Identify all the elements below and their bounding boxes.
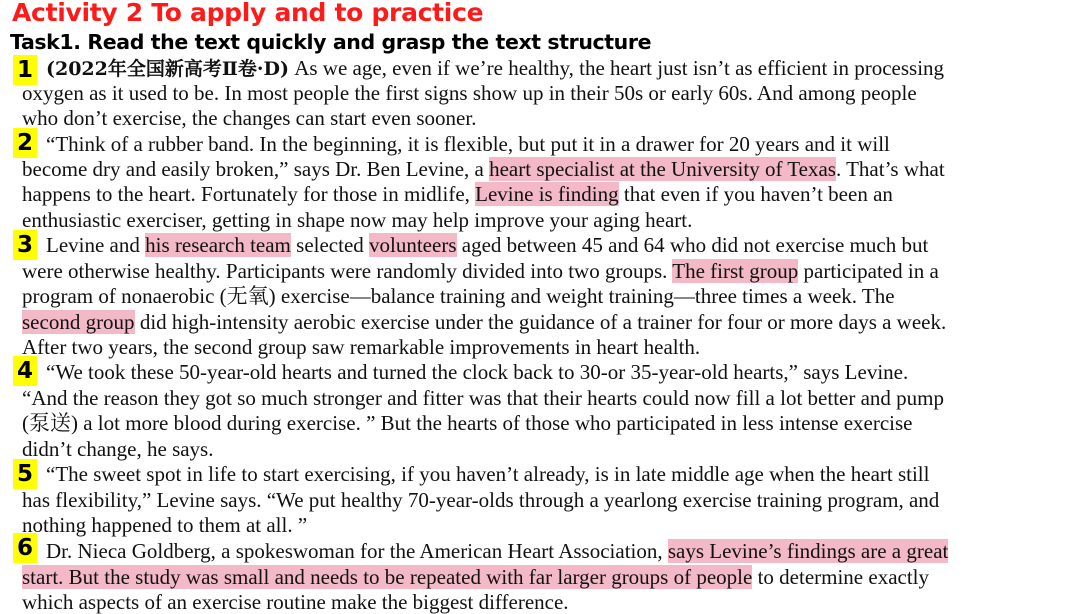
line-text: become dry and easily broken,” says Dr. Ben Levine, a (22, 157, 490, 181)
activity-title: Activity 2 To apply and to practice (12, 0, 484, 27)
highlight: Levine is finding (475, 182, 619, 206)
text-line: “Think of a rubber band. In the beginning, it is flexible, but put it in a drawer for 20 years and it will (46, 132, 890, 156)
highlight: second group (22, 310, 135, 334)
text-line (46, 539, 948, 563)
text-line (22, 259, 939, 283)
text-line: “The sweet spot in life to start exercising, if you haven’t already, is in late middle age when the heart still (46, 462, 930, 486)
text-line (22, 157, 945, 181)
text-line: (泵送) a lot more blood during exercise. ” But the hearts of those who participated in less intense exercise (22, 411, 913, 435)
paragraph-number-2: 2 (13, 128, 37, 158)
highlight: volunteers (369, 233, 457, 257)
text-line: didn’t change, he says. (22, 437, 214, 461)
line-text: Levine and (46, 233, 146, 257)
source-citation: (2022年全国新高考Ⅱ卷·D) (46, 58, 289, 80)
task-heading: Task1. Read the text quickly and grasp the text structure (10, 30, 652, 54)
highlight: The first group (672, 259, 799, 283)
paragraph-number-3: 3 (13, 230, 37, 260)
paragraph-number-6: 6 (13, 533, 37, 563)
text-line (46, 56, 944, 81)
highlight: says Levine’s findings are a great (667, 539, 949, 563)
line-text: did high-intensity aerobic exercise under the guidance of a trainer for four or more days a week. (134, 310, 947, 334)
line-text: . That’s what (835, 157, 945, 181)
highlight: heart specialist at the University of Texas (489, 157, 836, 181)
line-text: participated in a (798, 259, 939, 283)
text-line: has flexibility,” Levine says. “We put healthy 70-year-olds through a yearlong exercise training program, and (22, 488, 940, 512)
paragraph-number-5: 5 (13, 459, 37, 489)
line-text: to determine exactly (752, 565, 930, 589)
text-line: “We took these 50-year-old hearts and turned the clock back to 30-or 35-year-old hearts,” says Levine. (46, 360, 909, 384)
text-line: nothing happened to them at all. ” (22, 513, 308, 537)
text-line (46, 233, 928, 257)
line-text: aged between 45 and 64 who did not exercise much but (456, 233, 929, 257)
line-text: were otherwise healthy. Participants were randomly divided into two groups. (22, 259, 673, 283)
text-line: oxygen as it used to be. In most people the first signs show up in their 50s or early 60s. And among people (22, 81, 917, 105)
paragraph-number-1: 1 (13, 55, 37, 85)
line-text: selected (290, 233, 370, 257)
line-text: that even if you haven’t been an (618, 182, 893, 206)
text-line (22, 182, 893, 206)
text-line: “And the reason they got so much stronger and fitter was that their hearts could now fill a lot better and pump (22, 386, 945, 410)
text-line: which aspects of an exercise routine make the biggest difference. (22, 590, 569, 614)
line-text: Dr. Nieca Goldberg, a spokeswoman for the American Heart Association, (46, 539, 668, 563)
text-line (22, 310, 946, 334)
line-text: happens to the heart. Fortunately for those in midlife, (22, 182, 476, 206)
text-line: program of nonaerobic (无氧) exercise—balance training and weight training—three times a week. The (22, 284, 895, 308)
text-line: After two years, the second group saw remarkable improvements in heart health. (22, 335, 701, 359)
highlight: start. But the study was small and needs to be repeated with far larger groups of people (22, 565, 753, 589)
text-line: enthusiastic exerciser, getting in shape now may help improve your aging heart. (22, 208, 693, 232)
highlight: his research team (145, 233, 291, 257)
line-text: As we age, even if we’re healthy, the heart just isn’t as efficient in processing (288, 56, 945, 80)
text-line (22, 565, 929, 589)
paragraph-number-4: 4 (13, 356, 37, 386)
text-line: who don’t exercise, the changes can start even sooner. (22, 106, 477, 130)
